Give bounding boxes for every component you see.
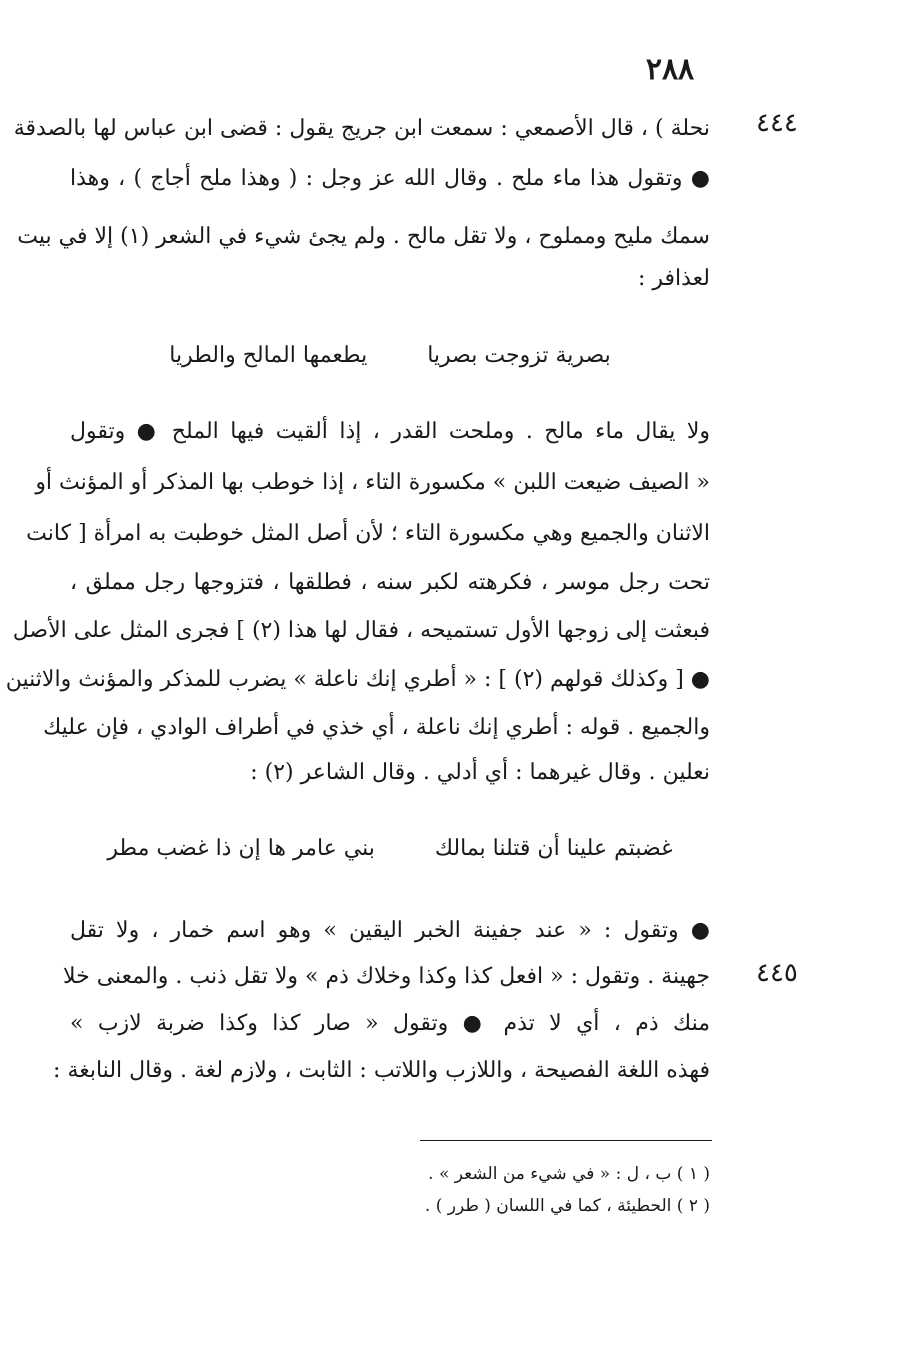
verse-2 (70, 826, 710, 872)
footnote-1: ( ١ ) ب ، ل : « في شيء من الشعر » . (428, 1164, 710, 1184)
text-line: ● وتقول : « عند جفينة الخبر اليقين » وهو اسم خمار ، ولا تقل (70, 918, 710, 943)
text-line: الاثنان والجميع وهي مكسورة التاء ؛ لأن أصل المثل خوطبت به امرأة [ كانت (26, 521, 710, 546)
hemistich: غضبتم علينا أن قتلنا بمالك (434, 836, 673, 861)
text-line: سمك مليح ومملوح ، ولا تقل مالح . ولم يجئ شيء في الشعر (١) إلا في بيت (17, 224, 710, 249)
text-line: « الصيف ضيعت اللبن » مكسورة التاء ، إذا خوطب بها المذكر أو المؤنث أو (35, 470, 710, 495)
text-line: فبعثت إلى زوجها الأول تستميحه ، فقال لها هذا (٢) ] فجرى المثل على الأصل (12, 618, 710, 643)
text-line: نعلين . وقال غيرهما : أي أدلي . وقال الشاعر (٢) : (250, 760, 710, 785)
text-line: ● [ وكذلك قولهم (٢) ] : « أطري إنك ناعلة » يضرب للمذكر والمؤنث والاثنين (5, 667, 710, 692)
text-line: ولا يقال ماء مالح . وملحت القدر ، إذا ألقيت فيها الملح ● وتقول (70, 419, 710, 444)
entry-number: ٤٤٥ (756, 958, 798, 988)
text-line: فهذه اللغة الفصيحة ، واللازب واللاتب : الثابت ، ولازم لغة . وقال النابغة : (53, 1058, 710, 1083)
hemistich: يطعمها المالح والطريا (169, 343, 368, 368)
footnote-divider (420, 1140, 712, 1141)
hemistich: بصرية تزوجت بصريا (427, 343, 611, 368)
page-number: ٢٨٨ (645, 52, 695, 87)
verse-1 (70, 333, 710, 379)
text-line: نحلة ) ، قال الأصمعي : سمعت ابن جريج يقول : قضى ابن عباس لها بالصدقة (13, 116, 710, 141)
text-line: لعذافر : (637, 266, 710, 291)
text-line: ● وتقول هذا ماء ملح . وقال الله عز وجل : ( وهذا ملح أجاج ) ، وهذا (70, 166, 710, 191)
entry-number: ٤٤٤ (756, 108, 798, 138)
text-line: جهينة . وتقول : « افعل كذا وكذا وخلاك ذم » ولا تقل ذنب . والمعنى خلا (62, 964, 710, 989)
footnote-2: ( ٢ ) الحطيئة ، كما في اللسان ( طرر ) . (424, 1196, 710, 1216)
text-line: منك ذم ، أي لا تذم ● وتقول « صار كذا وكذا ضربة لازب » (70, 1011, 710, 1036)
text-line: تحت رجل موسر ، فكرهته لكبر سنه ، فطلقها ، فتزوجها رجل مملق ، (70, 570, 710, 595)
hemistich: بني عامر ها إن ذا غضب مطر (107, 836, 375, 861)
text-line: والجميع . قوله : أطري إنك ناعلة ، أي خذي في أطراف الوادي ، فإن عليك (43, 715, 710, 740)
